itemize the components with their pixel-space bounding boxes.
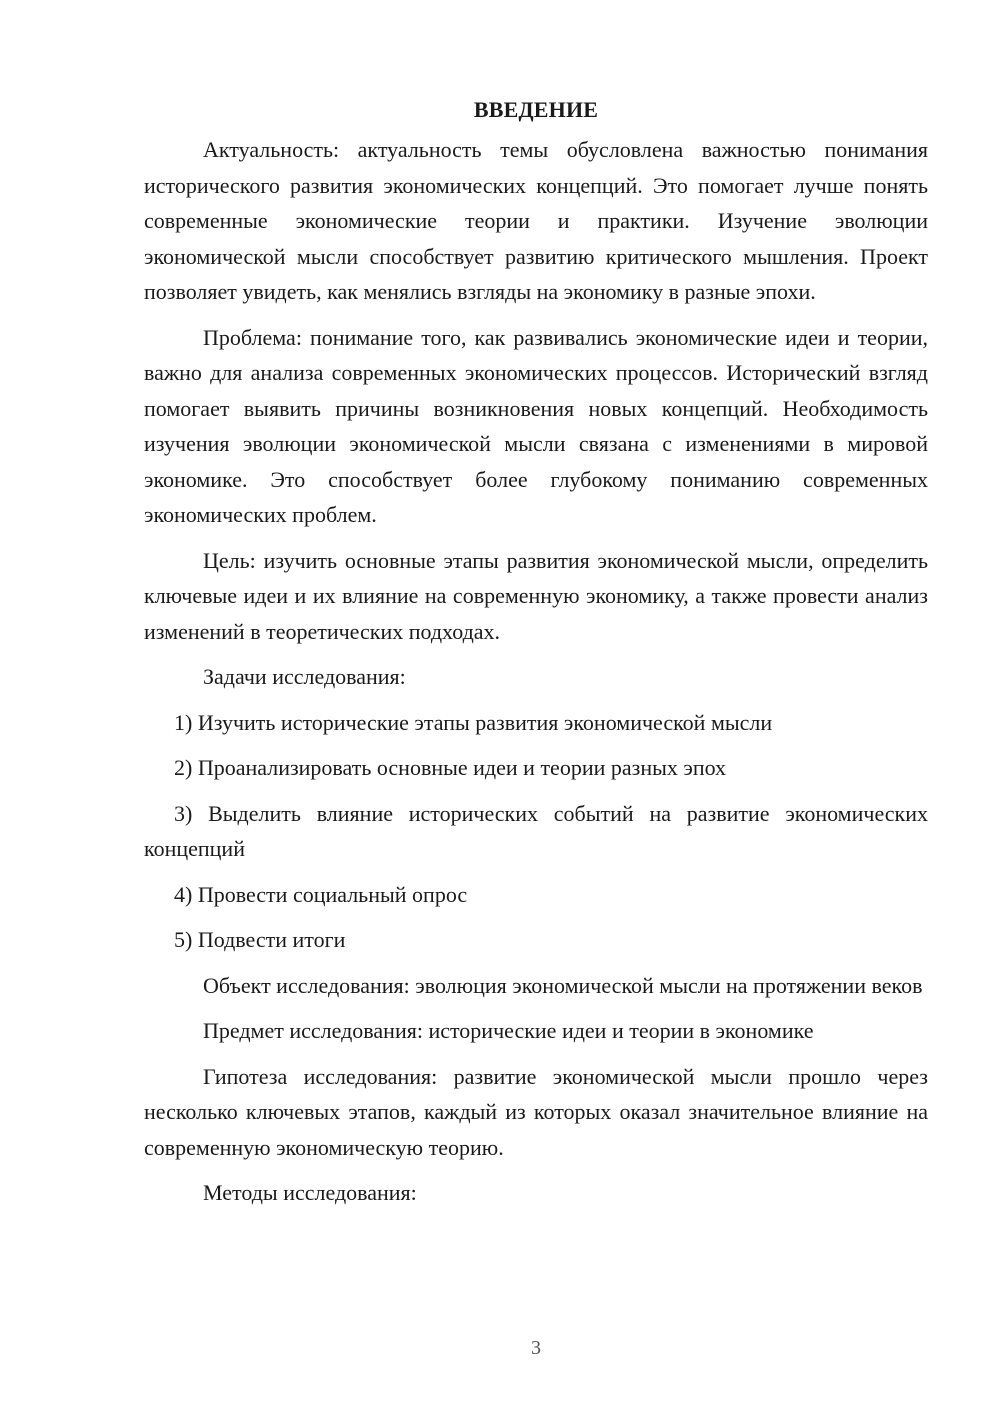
task-item-4: 4) Провести социальный опрос bbox=[174, 881, 468, 907]
methods-heading: Методы исследования: bbox=[203, 1180, 417, 1205]
paragraph-hypothesis: Гипотеза исследования: развитие экономической мысли прошло через несколько ключевых этапов, каждый из которых оказал значительное влияние на современную экономическую теорию. bbox=[144, 1063, 928, 1160]
page-number: 3 bbox=[531, 1337, 541, 1359]
paragraph-goal: Цель: изучить основные этапы развития экономической мысли, определить ключевые идеи и их влияние на современную экономику, а также провести анализ изменений в теоретических подходах. bbox=[144, 547, 928, 644]
task-item-2: 2) Проанализировать основные идеи и теории разных эпох bbox=[174, 755, 727, 780]
document-page bbox=[144, 92, 928, 1221]
section-title: ВВЕДЕНИЕ bbox=[473, 97, 599, 122]
task-item-3: 3) Выделить влияние исторических событий на развитие экономических концепций bbox=[144, 800, 928, 861]
task-item-1: 1) Изучить исторические этапы развития экономической мысли bbox=[174, 709, 773, 735]
task-item-5: 5) Подвести итоги bbox=[174, 927, 346, 952]
paragraph-relevance: Актуальность: актуальность темы обусловлена важностью понимания исторического развития экономических концепций. Это помогает лучше понять современные экономические теории и практики. Изучение эволюции экономической мысли способствует развитию критического мышления. Проект позволяет увидеть, как менялись взгляды на экономику в разные эпохи. bbox=[144, 137, 928, 304]
paragraph-subject: Предмет исследования: исторические идеи и теории в экономике bbox=[203, 1018, 814, 1043]
tasks-heading: Задачи исследования: bbox=[203, 664, 406, 689]
paragraph-object: Объект исследования: эволюция экономической мысли на протяжении веков bbox=[203, 972, 923, 998]
paragraph-problem: Проблема: понимание того, как развивались экономические идеи и теории, важно для анализа современных экономических процессов. Исторический взгляд помогает выявить причины возникновения новых концепций. Необходимость изучения эволюции экономической мысли связана с изменениями в мировой экономике. Это способствует более глубокому пониманию современных экономических проблем. bbox=[144, 324, 928, 527]
